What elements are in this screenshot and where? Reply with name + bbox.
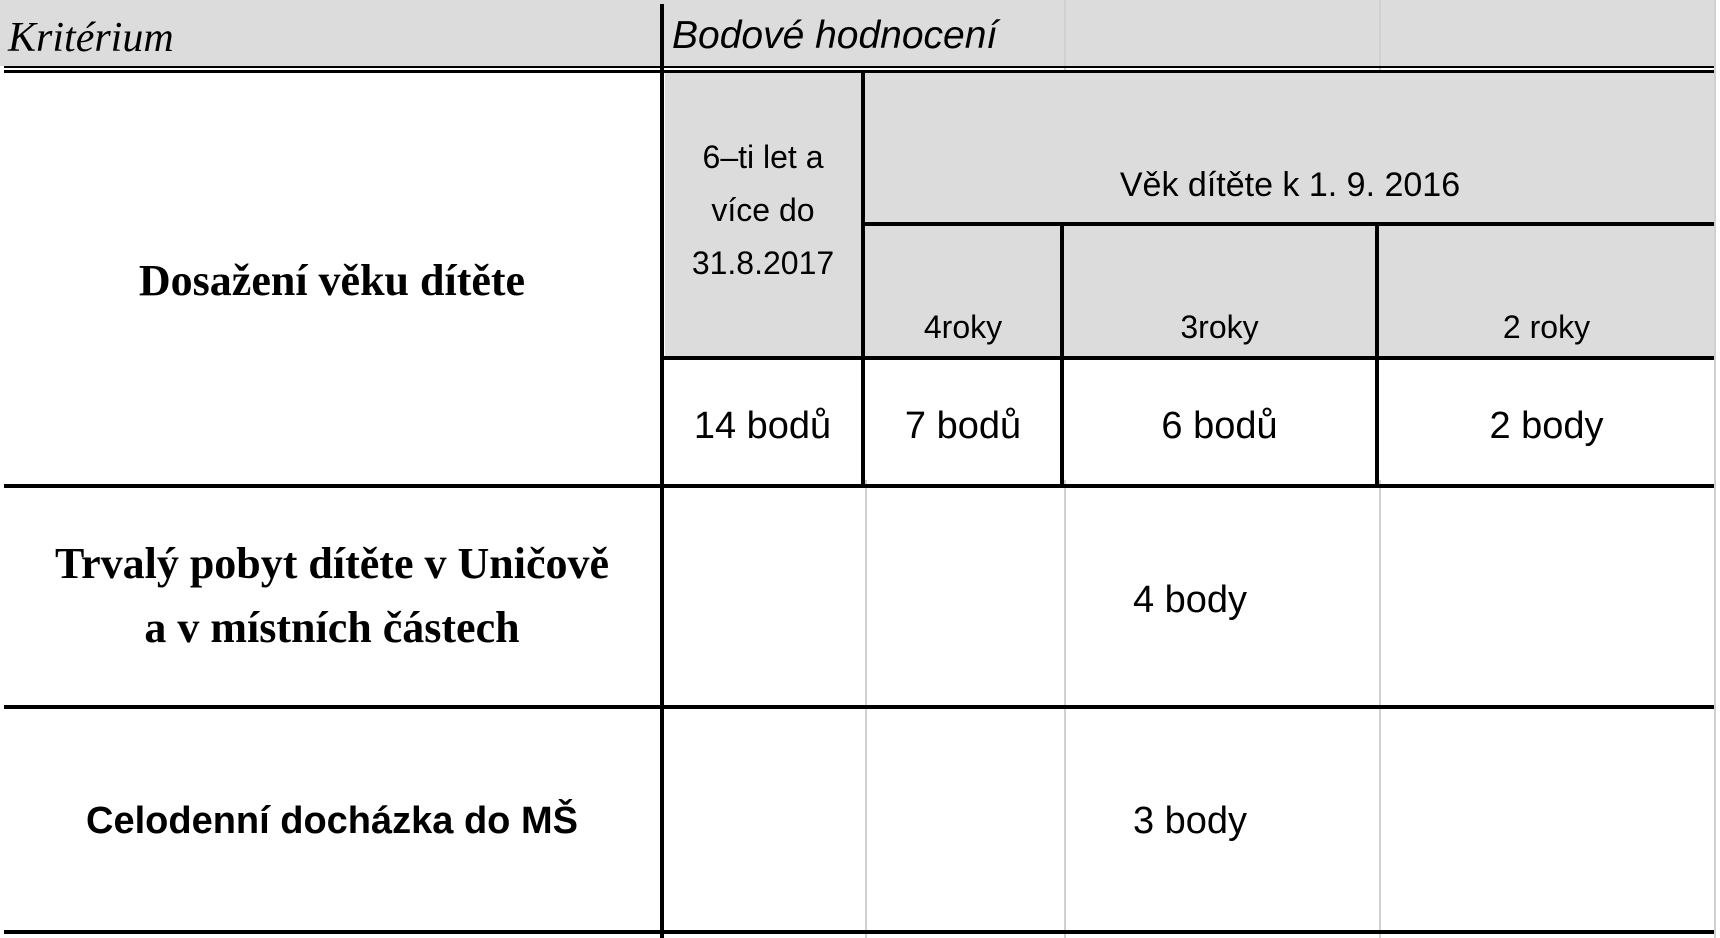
faint-separator (1714, 0, 1716, 938)
criterion-residence (4, 530, 660, 662)
faint-separator (1379, 480, 1381, 938)
row-rule (4, 484, 1714, 488)
age-column-2: 2 roky (1502, 308, 1591, 345)
age-caption: Věk dítěte k 1. 9. 2016 (1119, 165, 1461, 204)
points-2-years: 2 body (1489, 404, 1604, 447)
scoring-header: Bodové hodnocení (672, 14, 998, 57)
age-caption-rule (862, 222, 1714, 226)
six-years-label (665, 120, 861, 300)
faint-separator (865, 480, 867, 938)
criterion-header: Kritérium (8, 15, 174, 61)
six-years-line: více do (711, 191, 815, 228)
age-columns-rule (662, 356, 1714, 360)
points-full-day: 3 body (1132, 799, 1248, 842)
row-rule (4, 705, 1714, 709)
faint-separator (1064, 480, 1066, 938)
points-4-years: 7 bodů (904, 404, 1022, 447)
six-years-line: 31.8.2017 (691, 244, 835, 281)
criterion-full-day: Celodenní docházka do MŠ (86, 799, 578, 842)
points-six-years: 14 bodů (693, 404, 832, 447)
points-residence: 4 body (1132, 578, 1248, 621)
points-3-years: 6 bodů (1161, 404, 1278, 447)
header-double-rule (4, 66, 1714, 68)
six-years-line: 6–ti let a (702, 138, 824, 175)
criterion-residence-line: Trvalý pobyt dítěte v Uničově (54, 539, 610, 588)
age-column-4: 4roky (923, 308, 1003, 345)
header-double-rule (4, 70, 1714, 73)
row-rule (4, 930, 1714, 934)
criterion-residence-line: a v místních částech (144, 603, 520, 652)
faint-separator (1064, 0, 1066, 72)
age-column-3: 3roky (1180, 308, 1259, 345)
faint-separator (1379, 0, 1381, 72)
criterion-age: Dosažení věku dítěte (138, 255, 526, 305)
criterion-column-rule (660, 4, 664, 938)
